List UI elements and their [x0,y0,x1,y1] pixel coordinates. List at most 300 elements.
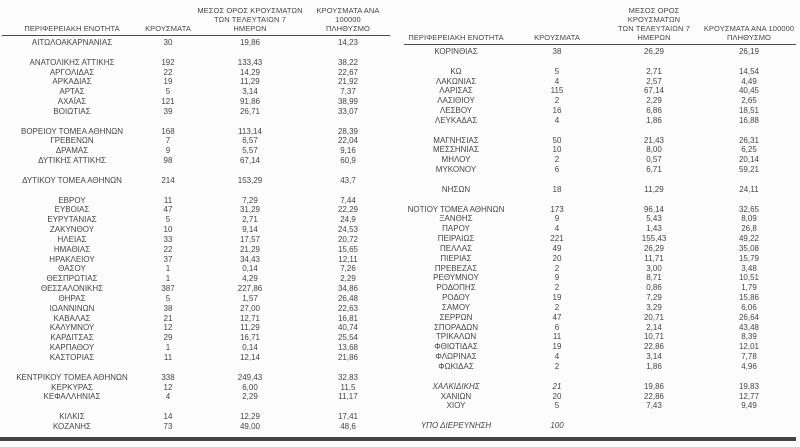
region-cell: ΡΟΔΟΠΗΣ [436,283,476,293]
table-row [404,382,796,392]
table-row [2,196,390,206]
per100k-cell: 7,44 [340,195,356,205]
avg7-cell: 26,71 [239,106,261,116]
table-row [404,224,796,234]
avg7-cell: 5,57 [242,146,258,156]
avg7-cell: 27,00 [239,303,261,313]
per100k-cell: 22,67 [337,67,359,77]
cases-cell: 19 [552,293,562,303]
avg7-cell: 9,14 [242,225,258,235]
region-cell: ΚΑΡΔΙΤΣΑΣ [50,333,94,343]
region-cell: ΠΕΛΛΑΣ [439,243,473,253]
avg7-cell: 11,29 [644,184,664,194]
per100k-cell: 9,16 [340,146,356,156]
region-group [2,196,390,363]
per100k-cell: 15,79 [738,253,760,263]
per100k-cell: 24,11 [739,184,759,194]
table-row [2,412,390,422]
cases-cell: 47 [552,312,562,322]
table-row [2,235,390,245]
region-cell: ΑΡΤΑΣ [59,87,85,97]
region-cell: ΛΕΣΒΟΥ [439,106,473,116]
region-group [2,127,390,166]
per100k-cell [702,421,796,431]
column-header-avg7-line: ΜΕΣΟΣ ΟΡΟΣ ΚΡΟΥΣΜΑΤΩΝ [197,6,303,15]
regional-table-left [2,6,390,432]
avg7-cell: 12,71 [239,313,261,323]
region-group [2,373,390,403]
avg7-cell: 11,29 [240,323,260,333]
per100k-cell: 49,22 [738,234,760,244]
column-header-region: ΠΕΡΙΦΕΡΕΙΑΚΗ ΕΝΟΤΗΤΑ [24,24,120,33]
region-cell: ΡΕΘΥΜΝΟΥ [433,273,479,283]
avg7-cell: 17,57 [239,234,261,244]
region-cell: ΠΕΙΡΑΙΩΣ [437,234,475,244]
cases-cell: 22 [163,244,173,254]
per100k-cell: 35,08 [738,243,760,253]
cases-cell: 11 [163,353,173,362]
avg7-cell: 20,71 [643,312,665,322]
region-cell: ΜΕΣΣΗΝΙΑΣ [433,145,479,155]
table-row [2,77,390,87]
avg7-cell: 22,86 [643,391,665,401]
avg7-cell: 21,43 [643,135,665,145]
per100k-cell: 32,83 [337,372,359,382]
avg7-cell: 6,71 [646,165,662,175]
cases-cell: 11 [163,195,173,205]
regional-table-right [404,6,796,431]
avg7-cell: 7,29 [242,195,258,205]
per100k-cell: 17,41 [337,412,359,422]
region-cell: ΝΗΣΩΝ [441,184,471,194]
cases-cell: 168 [161,126,175,136]
column-header-per100k [702,24,796,42]
avg7-cell: 12,14 [239,353,261,362]
table-row [404,313,796,323]
table-row [404,283,796,293]
table-row [404,67,796,77]
table-row [2,87,390,97]
table-body-left [2,36,390,432]
avg7-cell: 0,14 [242,264,258,274]
table-row [2,274,390,284]
avg7-cell: 2,57 [646,76,662,86]
region-cell: ΔΥΤΙΚΗΣ ΑΤΤΙΚΗΣ [38,156,106,166]
cases-cell: 21 [163,313,173,323]
cases-cell: 22 [163,67,173,77]
table-row [2,343,390,353]
avg7-cell: 2,71 [242,215,258,225]
table-row [404,273,796,283]
avg7-cell: 12,29 [239,412,261,422]
region-cell: ΒΟΡΕΙΟΥ ΤΟΜΕΑ ΑΘΗΝΩΝ [20,126,124,136]
avg7-cell: 2,14 [646,322,662,332]
cases-cell: 1 [165,264,171,274]
region-cell: ΑΡΓΟΛΙΔΑΣ [49,67,95,77]
per100k-cell: 20,72 [337,234,359,244]
avg7-cell: 21,29 [239,244,261,254]
region-cell: ΧΑΝΙΩΝ [440,391,472,401]
column-header-avg7 [606,6,702,42]
table-row [2,294,390,304]
table-row [404,392,796,402]
region-cell: ΘΕΣΣΑΛΟΝΙΚΗΣ [40,284,104,294]
cases-cell: 73 [163,421,173,431]
avg7-cell: 8,00 [646,145,662,155]
cases-cell: 18 [552,184,562,194]
cases-cell: 19 [552,342,562,352]
cases-cell: 2 [554,302,560,312]
table-row [404,77,796,87]
per100k-cell: 38,99 [337,97,359,107]
cases-cell: 2 [554,283,560,293]
table-row [404,205,796,215]
avg7-cell: 3,29 [646,302,662,312]
table-row [2,304,390,314]
avg7-cell: 113,14 [238,126,262,136]
table-row [2,333,390,343]
table-row [2,176,390,186]
region-group [404,205,796,372]
avg7-cell: 19,86 [239,38,261,47]
avg7-cell: 22,86 [643,342,665,352]
table-row [404,96,796,106]
per100k-cell: 9,49 [741,401,757,411]
cases-cell: 11 [552,332,562,342]
region-cell: ΚΕΝΤΡΙΚΟΥ ΤΟΜΕΑ ΑΘΗΝΩΝ [16,372,128,382]
region-cell: ΦΘΙΩΤΙΔΑΣ [434,342,478,352]
avg7-cell: 34,43 [239,254,261,264]
cases-cell: 9 [165,146,171,156]
region-group [2,176,390,186]
per100k-cell: 7,26 [340,264,356,274]
per100k-cell: 22,29 [337,205,359,215]
region-cell: ΛΑΚΩΝΙΑΣ [435,76,477,86]
region-cell: ΗΜΑΘΙΑΣ [53,244,91,254]
column-header-per100k-line: ΚΡΟΥΣΜΑΤΑ ΑΝΑ 100000 [703,24,795,33]
region-group [2,38,390,48]
cases-cell: 221 [550,234,564,244]
cases-cell: 5 [554,401,560,411]
per100k-cell: 33,07 [337,106,359,116]
cases-cell: 9 [554,214,560,224]
avg7-cell: 227,86 [237,284,263,294]
table-row [404,47,796,57]
region-cell: ΥΠΟ ΔΙΕΡΕΥΝΗΣΗ [420,421,492,431]
avg7-cell: 3,14 [242,87,258,97]
cases-cell: 20 [552,253,562,263]
per100k-cell: 14,23 [337,38,359,47]
region-group [404,136,796,175]
region-cell: ΞΑΝΘΗΣ [439,214,473,224]
avg7-cell: 67,14 [239,156,261,166]
column-header-region: ΠΕΡΙΦΕΡΕΙΑΚΗ ΕΝΟΤΗΤΑ [408,33,504,42]
table-row [2,68,390,78]
region-cell: ΓΡΕΒΕΝΩΝ [50,136,94,146]
column-header-avg7-line: ΤΩΝ ΤΕΛΕΥΤΑΙΩΝ 7 [617,24,690,33]
table-row [404,303,796,313]
per100k-cell: 16,81 [337,313,359,323]
per100k-cell: 28,39 [337,126,359,136]
table-row [2,97,390,107]
avg7-cell: 133,43 [237,57,263,67]
region-cell: ΑΧΑΪΑΣ [57,97,87,107]
per100k-cell: 26,48 [337,293,359,303]
region-cell: ΦΩΚΙΔΑΣ [438,362,474,371]
table-row [2,353,390,363]
table-row [2,373,390,383]
avg7-cell: 31,29 [239,205,261,215]
region-cell: ΜΗΛΟΥ [441,155,471,165]
avg7-cell: 249,43 [237,372,263,382]
per100k-cell: 6,06 [741,302,757,312]
table-row [404,362,796,372]
region-cell: ΚΙΛΚΙΣ [59,412,85,422]
region-cell: ΘΕΣΠΡΩΤΙΑΣ [46,274,98,284]
per100k-cell: 21,86 [337,353,359,362]
region-cell: ΘΑΣΟΥ [58,264,86,274]
region-cell: ΖΑΚΥΝΘΟΥ [49,225,95,235]
column-header-avg7-line: ΗΜΕΡΩΝ [233,24,267,33]
cases-cell: 19 [163,77,173,87]
per100k-cell: 7,78 [741,352,757,362]
cases-cell: 4 [554,76,560,86]
avg7-cell: 26,29 [643,47,665,56]
avg7-cell: 2,29 [242,392,258,402]
avg7-cell: 1,57 [242,293,258,303]
cases-cell: 47 [163,205,173,215]
table-row [404,155,796,165]
avg7-cell: 3,00 [646,263,662,273]
table-row [2,215,390,225]
cases-cell: 115 [550,86,564,96]
avg7-cell: 1,86 [646,362,662,371]
cases-cell: 2 [554,362,560,371]
per100k-cell: 14,54 [738,66,760,76]
avg7-cell: 0,57 [646,155,662,165]
avg7-cell: 4,29 [242,274,258,284]
cases-cell: 30 [163,38,173,47]
avg7-cell: 91,86 [239,97,261,107]
avg7-cell: 14,29 [239,67,261,77]
region-cell: ΚΑΒΑΛΑΣ [53,313,91,323]
table-row [2,38,390,48]
table-row [404,234,796,244]
column-header-avg7-line: ΜΕΣΟΣ ΟΡΟΣ ΚΡΟΥΣΜΑΤΩΝ [627,6,681,24]
table-row [2,383,390,393]
cases-cell: 10 [163,225,173,235]
cases-cell: 6 [554,322,560,332]
region-cell: ΣΠΟΡΑΔΩΝ [433,322,479,332]
cases-cell: 12 [163,323,173,333]
region-cell: ΣΑΜΟΥ [441,302,471,312]
region-cell: ΝΟΤΙΟΥ ΤΟΜΕΑ ΑΘΗΝΩΝ [407,204,505,214]
table-row [404,323,796,333]
column-header-cases: ΚΡΟΥΣΜΑΤΑ [145,24,191,33]
table-row [2,58,390,68]
per100k-cell: 2,65 [741,96,757,106]
avg7-cell: 2,71 [646,66,662,76]
cases-cell: 5 [165,87,171,97]
table-row [404,254,796,264]
per100k-cell: 59,21 [738,165,760,175]
table-header [2,6,390,36]
table-row [404,116,796,126]
per100k-cell: 60,9 [340,156,356,166]
cases-cell: 4 [165,392,171,402]
region-cell: ΑΡΚΑΔΙΑΣ [52,77,92,87]
per100k-cell: 12,01 [738,342,760,352]
table-row [404,264,796,274]
avg7-cell: 16,71 [239,333,261,343]
per100k-cell: 15,86 [738,293,760,303]
cases-cell: 2 [554,155,560,165]
column-header-avg7-line: ΗΜΕΡΩΝ [637,33,671,42]
table-row [404,214,796,224]
column-header-cases: ΚΡΟΥΣΜΑΤΑ [534,33,580,42]
table-row [2,284,390,294]
cases-cell: 387 [161,284,175,294]
cases-cell: 50 [552,135,562,145]
per100k-cell: 11,17 [338,392,358,402]
avg7-cell: 155,43 [641,234,667,244]
region-cell: ΚΩ [450,66,462,76]
avg7-cell: 19,86 [643,381,665,391]
per100k-cell: 16,88 [738,115,760,125]
cases-cell: 173 [550,204,564,214]
avg7-cell: 11,29 [240,77,260,87]
region-cell: ΑΝΑΤΟΛΙΚΗΣ ΑΤΤΙΚΗΣ [29,57,115,67]
per100k-cell: 43,48 [738,322,760,332]
table-row [2,264,390,274]
avg7-cell: 153,29 [237,175,263,185]
table-row [2,146,390,156]
column-header-per100k [306,6,390,33]
table-row [2,225,390,235]
cases-cell: 9 [554,273,560,283]
region-group [404,185,796,195]
per100k-cell: 3,48 [741,263,757,273]
per100k-cell: 26,8 [741,224,757,234]
region-cell: ΙΩΑΝΝΙΝΩΝ [49,303,95,313]
table-body-right [404,45,796,431]
cases-cell: 21 [552,381,562,391]
region-cell: ΛΕΥΚΑΔΑΣ [434,115,478,125]
column-header-avg7-line: ΤΩΝ ΤΕΛΕΥΤΑΙΩΝ 7 [213,15,286,24]
region-group [404,421,796,431]
region-cell: ΧΙΟΥ [446,401,466,411]
per100k-cell: 11,5 [340,382,356,392]
region-cell: ΘΗΡΑΣ [58,293,86,303]
table-row [2,136,390,146]
avg7-cell: 3,14 [646,352,662,362]
cases-cell: 12 [163,382,173,392]
cases-cell: 20 [552,391,562,401]
per100k-cell: 13,68 [337,343,359,353]
cases-cell: 100 [550,421,564,431]
cases-cell: 2 [554,263,560,273]
cases-cell: 39 [163,106,173,116]
table-row [2,107,390,117]
region-cell: ΚΑΛΥΜΝΟΥ [49,323,95,333]
avg7-cell: 6,86 [646,106,662,116]
per100k-cell: 6,25 [741,145,757,155]
cases-cell: 338 [161,372,175,382]
table-row [2,255,390,265]
per100k-cell: 22,63 [337,303,359,313]
per100k-cell: 2,29 [340,274,356,284]
cases-cell: 29 [163,333,173,343]
region-cell: ΗΡΑΚΛΕΙΟΥ [49,254,95,264]
cases-cell: 37 [163,254,173,264]
cases-cell: 4 [554,352,560,362]
avg7-cell: 49,00 [239,421,261,431]
per100k-cell: 38,22 [337,57,359,67]
avg7-cell: 5,43 [646,214,662,224]
region-group [2,412,390,432]
per100k-cell: 4,96 [741,362,757,371]
per100k-cell: 10,51 [738,273,760,283]
cases-cell: 2 [554,96,560,106]
per100k-cell: 24,53 [337,225,359,235]
table-row [404,342,796,352]
table-row [404,106,796,116]
region-cell: ΕΥΡΥΤΑΝΙΑΣ [47,215,97,225]
cases-cell: 33 [163,234,173,244]
table-row [2,422,390,432]
table-row [2,156,390,166]
avg7-cell: 0,86 [646,283,662,293]
cases-cell: 16 [552,106,562,116]
region-cell: ΚΕΡΚΥΡΑΣ [51,382,93,392]
per100k-cell: 8,39 [741,332,757,342]
table-row [404,352,796,362]
region-group [404,382,796,412]
cases-cell: 4 [554,115,560,125]
cases-cell: 14 [163,412,173,422]
avg7-cell: 0,14 [242,343,258,353]
region-cell: ΤΡΙΚΑΛΩΝ [435,332,477,342]
region-cell: ΕΥΒΟΙΑΣ [54,205,90,215]
per100k-cell: 21,92 [337,77,359,87]
per100k-cell: 26,64 [738,312,760,322]
table-header [404,6,796,45]
per100k-cell: 20,14 [738,155,760,165]
table-row [404,165,796,175]
cases-cell: 5 [165,215,171,225]
cases-cell: 5 [554,66,560,76]
per100k-cell: 1,79 [741,283,757,293]
avg7-cell: 2,29 [646,96,662,106]
per100k-cell: 8,09 [741,214,757,224]
region-cell: ΚΕΦΑΛΛΗΝΙΑΣ [43,392,101,402]
table-row [404,293,796,303]
per100k-cell: 19,83 [738,381,760,391]
table-row [404,145,796,155]
region-cell: ΚΟΡΙΝΘΙΑΣ [434,47,478,56]
table-row [2,127,390,137]
per100k-cell: 40,45 [738,86,760,96]
per100k-cell: 32,65 [738,204,760,214]
cases-cell: 5 [165,293,171,303]
cases-cell: 214 [161,175,175,185]
avg7-cell [606,421,702,431]
cases-cell: 121 [161,97,175,107]
avg7-cell: 6,00 [242,382,258,392]
column-header-per100k-line: ΚΡΟΥΣΜΑΤΑ ΑΝΑ 100000 [316,6,380,24]
region-cell: ΜΑΓΝΗΣΙΑΣ [433,135,479,145]
column-header-per100k-line: ΠΛΗΘΥΣΜΟ [326,24,370,33]
